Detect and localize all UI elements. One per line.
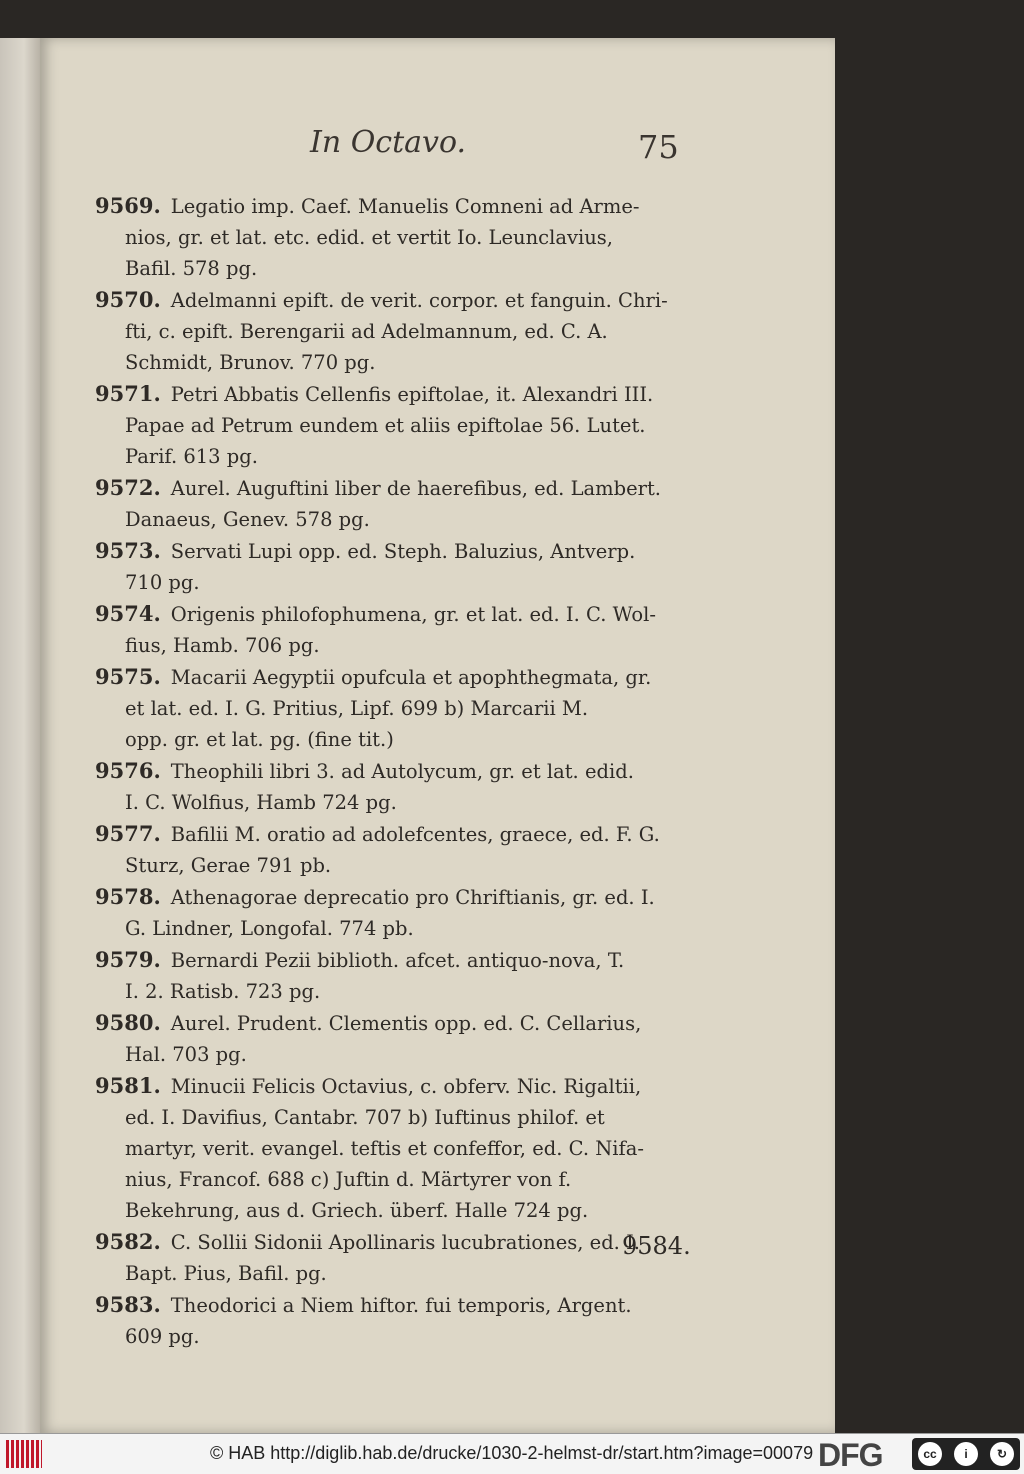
entry-number: 9580. xyxy=(95,1010,161,1035)
entry-first-line: Theodorici a Niem hiftor. fui temporis, Argent. xyxy=(170,1294,632,1317)
entry-continuation-line: et lat. ed. I. G. Pritius, Lipf. 699 b) Marcarii M. xyxy=(125,697,589,720)
catalog-entries xyxy=(95,190,685,1352)
catalog-entry xyxy=(95,535,685,598)
entry-continuation-line: ed. I. Davifius, Cantabr. 707 b) Iuftinus philof. et xyxy=(125,1106,605,1129)
entry-continuation-line: Bafil. 578 pg. xyxy=(125,257,258,280)
entry-first-line: Minucii Felicis Octavius, c. obferv. Nic. Rigaltii, xyxy=(170,1075,642,1098)
background-edge xyxy=(835,38,1024,1433)
cc-license-icon[interactable] xyxy=(912,1438,1020,1470)
entry-continuation-line: opp. gr. et lat. pg. (fine tit.) xyxy=(125,728,394,751)
entry-first-line: Petri Abbatis Cellenfis epiftolae, it. Alexandri III. xyxy=(170,383,654,406)
catalog-entry xyxy=(95,1007,685,1070)
catalog-entry xyxy=(95,755,685,818)
entry-first-line: Aurel. Auguftini liber de haerefibus, ed. Lambert. xyxy=(170,477,662,500)
catalog-entry xyxy=(95,1226,685,1289)
entry-first-line: Adelmanni epift. de verit. corpor. et fanguin. Chri- xyxy=(170,289,668,312)
entry-continuation-line: nius, Francof. 688 c) Juftin d. Märtyrer von f. xyxy=(125,1168,572,1191)
sa-icon: ↻ xyxy=(990,1442,1014,1466)
entry-continuation-line: Schmidt, Brunov. 770 pg. xyxy=(125,351,376,374)
entry-number: 9569. xyxy=(95,193,161,218)
entry-first-line: Athenagorae deprecatio pro Chriftianis, gr. ed. I. xyxy=(170,886,655,909)
entry-number: 9581. xyxy=(95,1073,161,1098)
entry-first-line: Origenis philofophumena, gr. et lat. ed. I. C. Wol- xyxy=(170,603,656,626)
entry-continuation-line: martyr, verit. evangel. teftis et confeffor, ed. C. Nifa- xyxy=(125,1137,644,1160)
entry-first-line: Bernardi Pezii biblioth. afcet. antiquo-nova, T. xyxy=(170,949,625,972)
entry-first-line: Macarii Aegyptii opufcula et apophthegmata, gr. xyxy=(170,666,652,689)
entry-continuation-line: Danaeus, Genev. 578 pg. xyxy=(125,508,370,531)
entry-continuation-line: 609 pg. xyxy=(125,1325,200,1348)
catalog-entry xyxy=(95,818,685,881)
entry-number: 9575. xyxy=(95,664,161,689)
catalog-entry xyxy=(95,1070,685,1226)
entry-number: 9572. xyxy=(95,475,161,500)
catchword: 9584. xyxy=(622,1232,691,1260)
catalog-entry xyxy=(95,378,685,472)
dfg-logo: DFG xyxy=(818,1437,883,1473)
entry-continuation-line: Sturz, Gerae 791 pb. xyxy=(125,854,332,877)
catalog-entry xyxy=(95,1289,685,1352)
entry-number: 9571. xyxy=(95,381,161,406)
entry-first-line: C. Sollii Sidonii Apollinaris lucubrationes, ed. I. xyxy=(170,1231,640,1254)
entry-number: 9577. xyxy=(95,821,161,846)
running-head: In Octavo. xyxy=(310,125,467,160)
entry-first-line: Bafilii M. oratio ad adolefcentes, graece, ed. F. G. xyxy=(170,823,660,846)
entry-continuation-line: Bekehrung, aus d. Griech. überf. Halle 724 pg. xyxy=(125,1199,589,1222)
entry-first-line: Legatio imp. Caef. Manuelis Comneni ad Arme- xyxy=(170,195,640,218)
entry-number: 9579. xyxy=(95,947,161,972)
entry-continuation-line: I. C. Wolfius, Hamb 724 pg. xyxy=(125,791,397,814)
entry-continuation-line: Papae ad Petrum eundem et aliis epiftolae 56. Lutet. xyxy=(125,414,646,437)
catalog-entry xyxy=(95,598,685,661)
entry-continuation-line: I. 2. Ratisb. 723 pg. xyxy=(125,980,321,1003)
catalog-entry xyxy=(95,944,685,1007)
catalog-entry xyxy=(95,284,685,378)
entry-number: 9576. xyxy=(95,758,161,783)
entry-continuation-line: Hal. 703 pg. xyxy=(125,1043,247,1066)
entry-number: 9574. xyxy=(95,601,161,626)
entry-number: 9573. xyxy=(95,538,161,563)
hab-logo-icon xyxy=(6,1440,42,1468)
entry-continuation-line: nios, gr. et lat. etc. edid. et vertit Io. Leunclavius, xyxy=(125,226,613,249)
catalog-entry xyxy=(95,881,685,944)
entry-continuation-line: Parif. 613 pg. xyxy=(125,445,258,468)
entry-continuation-line: fius, Hamb. 706 pg. xyxy=(125,634,320,657)
cc-icon: cc xyxy=(918,1442,942,1466)
entry-continuation-line: G. Lindner, Longofal. 774 pb. xyxy=(125,917,414,940)
entry-number: 9570. xyxy=(95,287,161,312)
entry-first-line: Aurel. Prudent. Clementis opp. ed. C. Cellarius, xyxy=(170,1012,642,1035)
catalog-entry xyxy=(95,472,685,535)
entry-number: 9578. xyxy=(95,884,161,909)
entry-number: 9583. xyxy=(95,1292,161,1317)
catalog-entry xyxy=(95,190,685,284)
entry-continuation-line: fti, c. epift. Berengarii ad Adelmannum, ed. C. A. xyxy=(125,320,608,343)
footer-credit[interactable]: © HAB http://diglib.hab.de/drucke/1030-2-helmst-dr/start.htm?image=00079 xyxy=(210,1443,814,1463)
left-page-edge xyxy=(0,38,40,1433)
catalog-entry xyxy=(95,661,685,755)
entry-first-line: Theophili libri 3. ad Autolycum, gr. et lat. edid. xyxy=(170,760,634,783)
footer-bar xyxy=(0,1433,1024,1474)
page-number: 75 xyxy=(638,128,679,166)
entry-continuation-line: Bapt. Pius, Bafil. pg. xyxy=(125,1262,327,1285)
entry-first-line: Servati Lupi opp. ed. Steph. Baluzius, Antverp. xyxy=(170,540,636,563)
entry-continuation-line: 710 pg. xyxy=(125,571,200,594)
entry-number: 9582. xyxy=(95,1229,161,1254)
by-icon: i xyxy=(954,1442,978,1466)
